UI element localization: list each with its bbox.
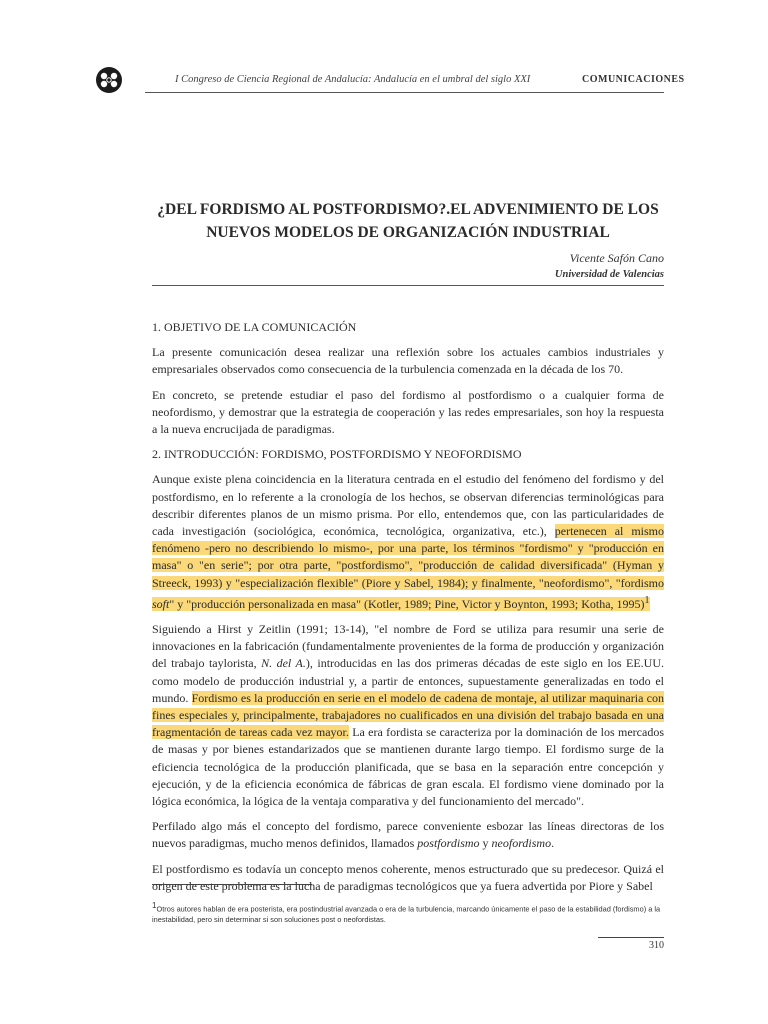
section-heading-1: 1. OBJETIVO DE LA COMUNICACIÓN [152, 320, 357, 334]
paragraph-3-text: Aunque existe plena coincidencia en la literatura centrada en el estudio del fenómeno del fordismo y del postfordismo, en lo referente a la cronología de los hechos, se observan diferencias terminológicas para describir diferentes planos de un mismo prisma. Por ello, entendemos que, con las particularidades de cada investigación (sociológica, económica, tecnológica, organizativa, etc.), [152, 472, 664, 539]
highlighted-text-b: " y "producción personalizada en masa" (Kotler, 1989; Pine, Victor y Boynton, 1993; Kotha, 1995) [169, 596, 645, 611]
header-divider [145, 92, 664, 93]
paragraph-1: La presente comunicación desea realizar una reflexión sobre los actuales cambios industriales y empresariales observados como consecuencia de la turbulencia comenzada en la década de los 70. [152, 345, 664, 377]
footnote-text: Otros autores hablan de era posterista, era postindustrial avanzada o era de la turbulencia, marcando únicamente el paso de la estabilidad (fordismo) a la inestabilidad, pero sin determinar si son soluciones post o neofordistas. [152, 904, 661, 925]
paper-title-line-1: ¿DEL FORDISMO AL POSTFORDISMO?.EL ADVENIMIENTO DE LOS [157, 201, 659, 218]
paragraph-5-text: Perfilado algo más el concepto del fordismo, parece conveniente esbozar las líneas directoras de los nuevos paradigmas, mucho menos definidos, llamados [152, 819, 664, 851]
author-affiliation: Universidad de Valencias [554, 269, 664, 280]
italic-term-soft: soft [152, 596, 170, 611]
paper-title [150, 198, 666, 244]
italic-term-postfordismo: postfordismo [417, 836, 480, 851]
footnote-number: 1 [152, 901, 157, 910]
paragraph-4-text-b: ), introducidas en las dos primeras décadas de este siglo en los EE.UU. como modelo de producción industrial y, a partir de entonces, supuestamente generalizadas en todo el mundo. [152, 656, 664, 705]
footnote-divider [152, 884, 312, 885]
paragraph-3 [152, 471, 664, 613]
paragraph-6: El postfordismo es todavía un concepto menos coherente, menos estructurado que su predecesor. Quizá el origen de este problema es la lucha de paradigmas tecnológicos que ya fuera advertida por Piore y Sabel [152, 861, 664, 893]
title-divider [152, 285, 664, 286]
italic-term-neofordismo: neofordismo [491, 836, 552, 851]
author-name: Vicente Safón Cano [569, 251, 664, 265]
paper-title-line-2: NUEVOS MODELOS DE ORGANIZACIÓN INDUSTRIAL [206, 224, 610, 241]
conference-header: I Congreso de Ciencia Regional de Andalucía: Andalucía en el umbral del siglo XXI [175, 74, 531, 85]
paragraph-5 [152, 818, 664, 852]
conference-emblem-icon [95, 66, 123, 94]
footnote-marker: 1 [644, 594, 650, 606]
highlighted-text: Fordismo es la producción en serie en el modelo de cadena de montaje, al utilizar maquinaria con fines especiales y, principalmente, trabajadores no cualificados en una división del trabajo basada en una fragmentación de tareas cada vez mayor. [152, 690, 664, 740]
page-number-divider [598, 937, 664, 938]
paragraph-4 [152, 621, 664, 810]
paragraph-5-end: . [551, 836, 555, 851]
highlighted-text-a: pertenecen al mismo fenómeno -pero no describiendo lo mismo-, por una parte, los términos "fordismo" y "producción en masa" o "en serie"; por otra parte, "postfordismo", "producción de calidad diversificada" (Hyman y Streeck, 1993) y "especialización flexible" (Piore y Sabel, 1984); y finalmente, "neofordismo", "fordismo [152, 524, 664, 590]
paragraph-5-conjunction: y [479, 836, 492, 851]
paragraph-4-text-c: La era fordista se caracteriza por la dominación de los mercados de masas y por bienes estandarizados que se mantienen durante largo tiempo. El fordismo surge de la eficiencia tecnológica de la producción planificada, que se basa en la separación entre concepción y ejecución, y de la eficiencia económica de fábricas de gran escala. El fordismo viene dominado por la lógica económica, la lógica de la ventaja comparativa y del funcionamiento del mercado". [152, 725, 664, 809]
footnote [152, 900, 664, 925]
paragraph-2: En concreto, se pretende estudiar el paso del fordismo al postfordismo o a cualquier forma de neofordismo, y demostrar que la estrategia de cooperación y las redes empresariales, son hoy la respuesta a la nueva encrucijada de paradigmas. [152, 387, 664, 437]
italic-ndel: N. del A. [261, 656, 306, 671]
section-heading-2: 2. INTRODUCCIÓN: FORDISMO, POSTFORDISMO Y NEOFORDISMO [152, 447, 522, 462]
article-body [152, 319, 664, 903]
section-label: COMUNICACIONES [582, 74, 685, 85]
page-number: 310 [649, 940, 664, 951]
paragraph-4-text-a: Siguiendo a Hirst y Zeitlin (1991; 13-14), "el nombre de Ford se utiliza para resumir una serie de innovaciones en la fabricación (fundamentalmente provenientes de la forma de producción y organización del trabajo taylorista, [152, 622, 664, 671]
